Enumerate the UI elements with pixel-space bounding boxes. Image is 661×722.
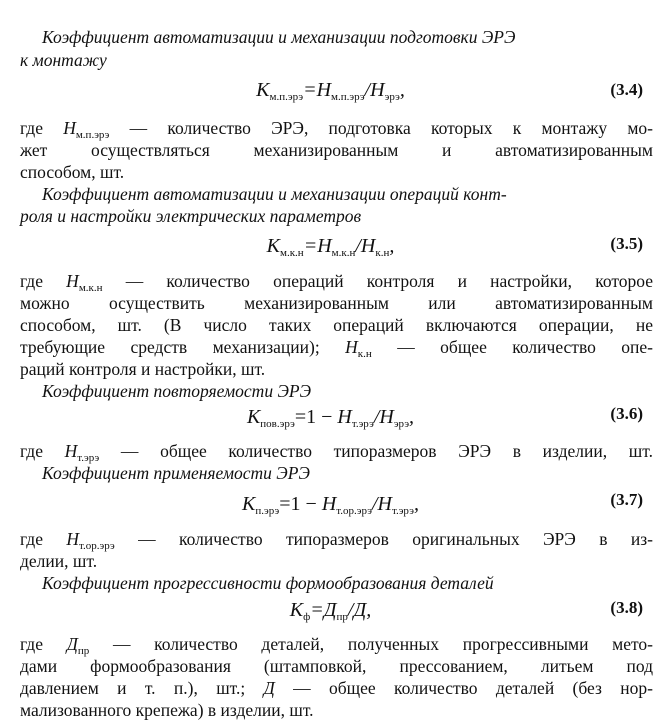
where-3-8-line4: мализованного крепежа) в изделии, шт.	[20, 700, 314, 720]
where-3-5-line3: способом, шт. (В число таких операций включаются операции, не	[20, 315, 653, 335]
heading-3-8: Коэффициент прогрессивности формообразования деталей	[42, 573, 494, 593]
equation-number-3-6: (3.6)	[610, 404, 643, 423]
where-3-7-line2: делии, шт.	[20, 551, 98, 571]
where-3-8-line1: где $Д_{пр}$ — количество деталей, полученных прогрессивными мето-	[20, 634, 653, 657]
where-3-5-line5: раций контроля и настройки, шт.	[20, 359, 266, 379]
where-3-6-line1: где $H_{т.эрэ}$ — общее количество типоразмеров ЭРЭ в изделии, шт.	[20, 441, 653, 464]
where-3-5-line4: требующие средств механизации); $H_{к.н}$ — общее количество опе-	[20, 337, 653, 360]
heading-3-4: Коэффициент автоматизации и механизации подготовки ЭРЭ	[42, 27, 516, 47]
formula-3-8: $K_ф=Д_{пр}/Д$,	[289, 599, 372, 623]
where-3-5-line2: можно осуществить механизированным или автоматизированным	[20, 293, 653, 313]
heading-3-5-cont: роля и настройки электрических параметров	[20, 206, 362, 226]
heading-3-5: Коэффициент автоматизации и механизации операций конт-	[42, 184, 507, 204]
where-3-8-line2: дами формообразования (штамповкой, прессованием, литьем под	[20, 656, 653, 676]
where-3-7-line1: где $H_{т.ор.эрэ}$ — количество типоразмеров оригинальных ЭРЭ в из-	[20, 529, 653, 552]
where-3-5-line1: где $H_{м.к.н}$ — количество операций контроля и настройки, которое	[20, 271, 653, 294]
where-3-8-line3: давлением и т. п.), шт.; Д — общее количество деталей (без нор-	[20, 678, 653, 698]
where-3-4-line3: способом, шт.	[20, 162, 125, 182]
heading-3-7: Коэффициент применяемости ЭРЭ	[42, 463, 310, 483]
equation-number-3-5: (3.5)	[610, 234, 643, 253]
formula-3-4: $K_{м.п.эрэ}=H_{м.п.эрэ}/H_{эрэ}$,	[256, 79, 405, 103]
where-3-4-line1: где $H_{м.п.эрэ}$ — количество ЭРЭ, подготовка которых к монтажу мо-	[20, 118, 653, 141]
equation-number-3-4: (3.4)	[610, 80, 643, 99]
formula-3-7: $K_{п.эрэ}=1 - H_{т.ор.эрэ}/H_{т.эрэ}$,	[242, 493, 419, 517]
equation-number-3-8: (3.8)	[610, 598, 643, 617]
heading-3-4-cont: к монтажу	[20, 50, 107, 70]
heading-3-6: Коэффициент повторяемости ЭРЭ	[42, 381, 312, 401]
formula-3-6: $K_{пов.эрэ}=1 - H_{т.эрэ}/H_{эрэ}$,	[246, 406, 415, 430]
formula-3-5: $K_{м.к.н}=H_{м.к.н}/H_{к.н}$,	[266, 235, 395, 259]
equation-number-3-7: (3.7)	[610, 490, 643, 509]
where-3-4-line2: жет осуществляться механизированным и автоматизированным	[20, 140, 653, 160]
